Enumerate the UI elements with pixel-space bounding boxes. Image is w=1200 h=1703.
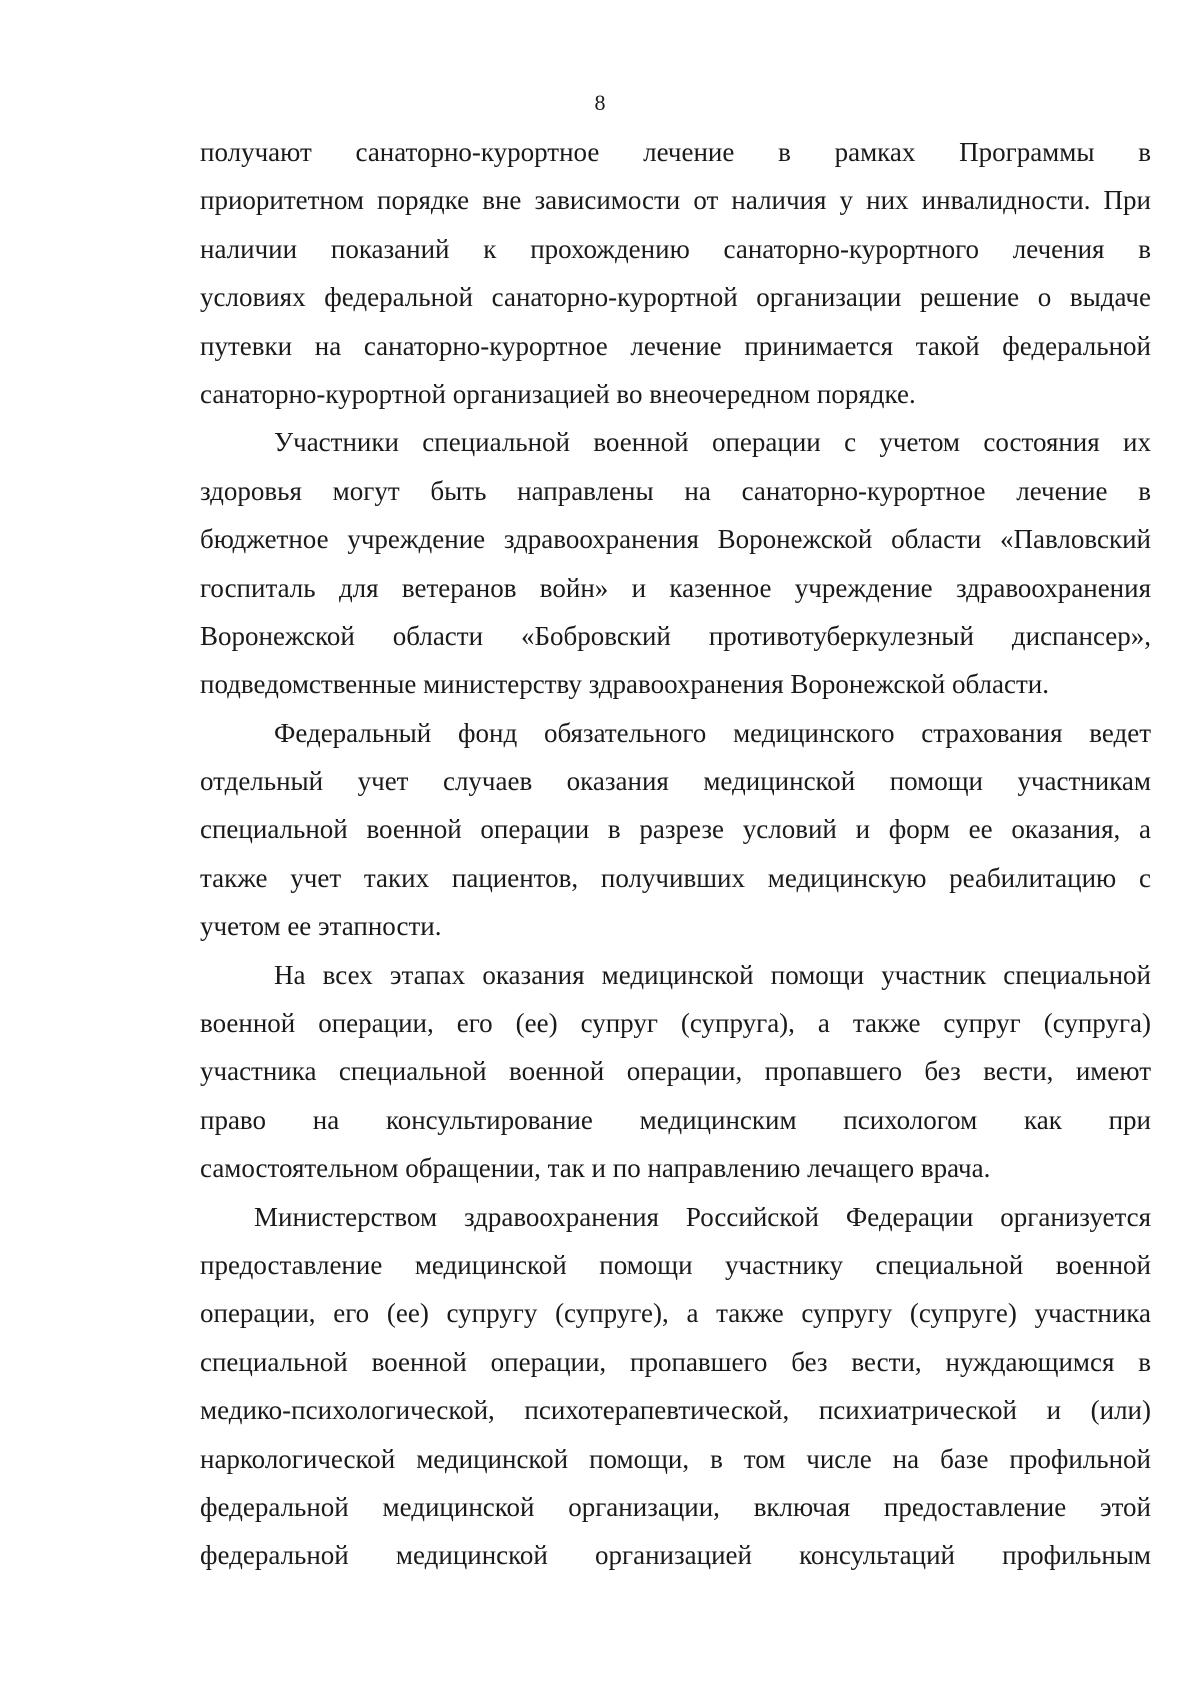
text-line: Министерством здравоохранения Российской Федерации организуется: [254, 1201, 1151, 1232]
text-line: специальной военной операции в разрезе условий и форм ее оказания, а: [200, 814, 1151, 845]
text-line: бюджетное учреждение здравоохранения Воронежской области «Павловский: [200, 524, 1151, 555]
document-body: [200, 128, 1151, 1580]
text-line: наличии показаний к прохождению санаторно-курортного лечения в: [200, 233, 1151, 264]
text-line: госпиталь для ветеранов войн» и казенное учреждение здравоохранения: [200, 572, 1151, 603]
text-line: право на консультирование медицинским психологом как при: [200, 1104, 1151, 1135]
text-line: подведомственные министерству здравоохранения Воронежской области.: [200, 669, 1049, 700]
text-line: путевки на санаторно-курортное лечение принимается такой федеральной: [200, 330, 1151, 361]
text-line: приоритетном порядке вне зависимости от наличия у них инвалидности. При: [200, 185, 1151, 216]
text-line: Воронежской области «Бобровский противотуберкулезный диспансер»,: [200, 620, 1151, 651]
text-line: наркологической медицинской помощи, в том числе на базе профильной: [200, 1443, 1151, 1474]
text-line: операции, его (ее) супругу (супруге), а также супругу (супруге) участника: [200, 1298, 1151, 1329]
paragraph-ministry-mental-health: [200, 1193, 1151, 1580]
text-line: участника специальной военной операции, пропавшего без вести, имеют: [200, 1056, 1151, 1087]
text-line: военной операции, его (ее) супруг (супруга), а также супруг (супруга): [200, 1008, 1151, 1039]
paragraph-ffoms-accounting: [200, 709, 1151, 951]
text-line: федеральной медицинской организацией консультаций профильным: [200, 1540, 1151, 1571]
paragraph-sanatorium-priority: [200, 128, 1151, 418]
text-line: санаторно-курортной организацией во внеочередном порядке.: [200, 378, 916, 409]
page-number: 8: [594, 90, 606, 115]
text-line: условиях федеральной санаторно-курортной организации решение о выдаче: [200, 282, 1151, 313]
text-line: специальной военной операции, пропавшего без вести, нуждающимся в: [200, 1346, 1151, 1377]
text-line: Участники специальной военной операции с учетом состояния их: [274, 427, 1151, 458]
text-line: самостоятельном обращении, так и по направлению лечащего врача.: [200, 1153, 991, 1184]
text-line: также учет таких пациентов, получивших медицинскую реабилитацию с: [200, 862, 1151, 893]
text-line: федеральной медицинской организации, включая предоставление этой: [200, 1491, 1151, 1522]
paragraph-voronezh-institutions: [200, 418, 1151, 708]
text-line: отдельный учет случаев оказания медицинской помощи участникам: [200, 766, 1151, 797]
text-line: здоровья могут быть направлены на санаторно-курортное лечение в: [200, 475, 1151, 506]
text-line: получают санаторно-курортное лечение в рамках Программы в: [200, 137, 1151, 167]
text-line: предоставление медицинской помощи участнику специальной военной: [200, 1249, 1151, 1280]
text-line: Федеральный фонд обязательного медицинского страхования ведет: [274, 717, 1151, 748]
text-line: учетом ее этапности.: [200, 911, 442, 942]
text-line: На всех этапах оказания медицинской помощи участник специальной: [274, 959, 1151, 990]
paragraph-psychologist-consultation: [200, 951, 1151, 1193]
text-line: медико-психологической, психотерапевтической, психиатрической и (или): [200, 1395, 1151, 1426]
